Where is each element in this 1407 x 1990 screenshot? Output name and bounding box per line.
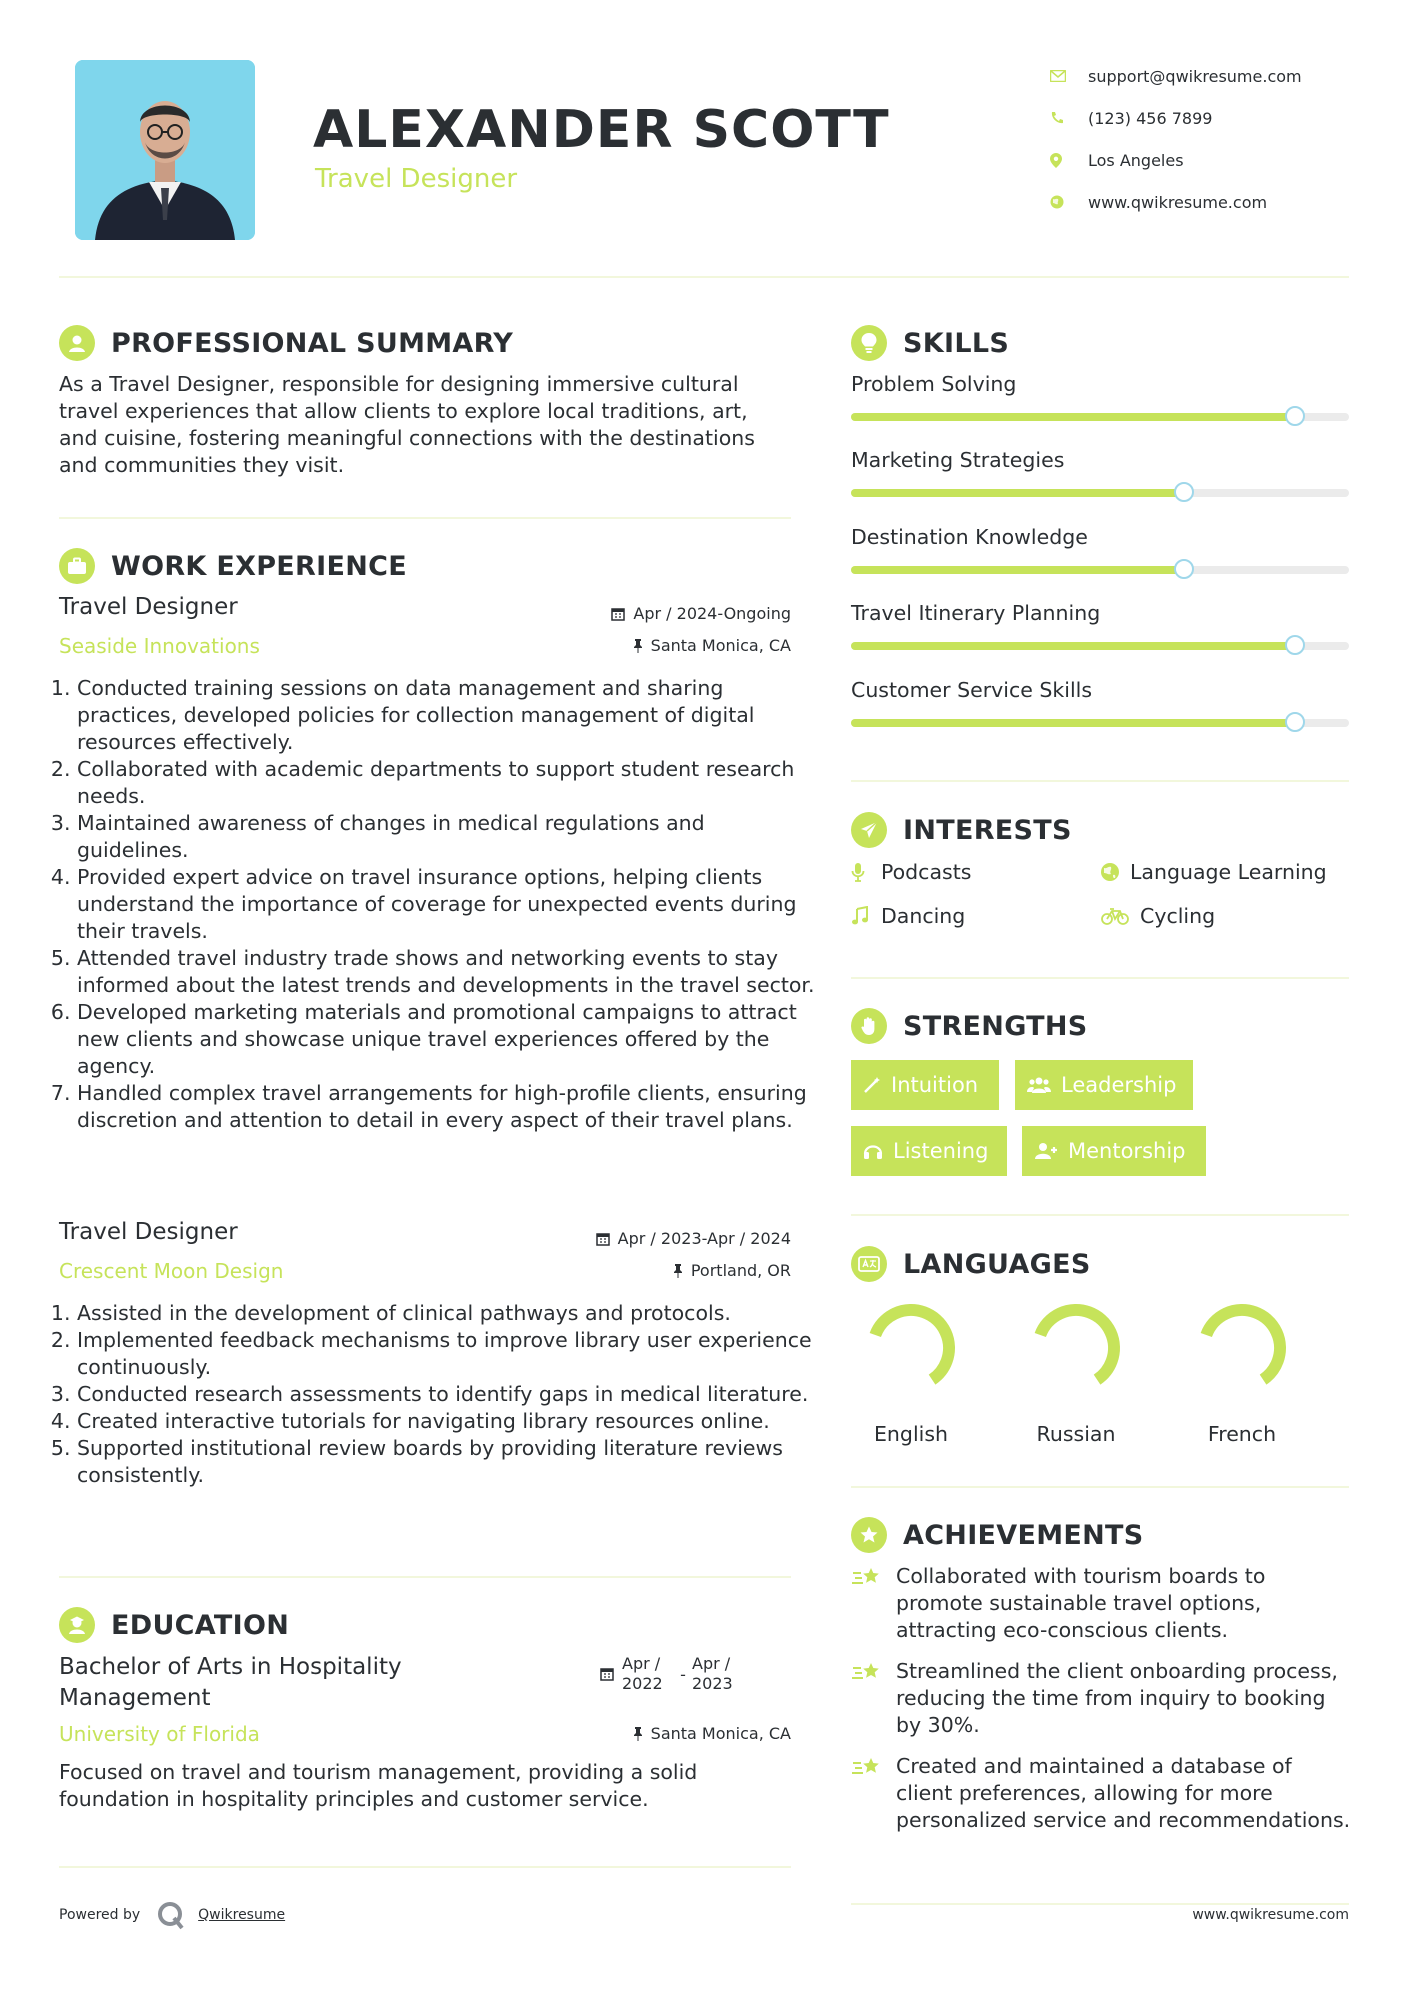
job-dates-text: Apr / 2024-Ongoing: [633, 604, 791, 623]
powered-by-label: Powered by: [59, 1907, 141, 1923]
language-item: [1182, 1300, 1302, 1446]
globe-icon: [1100, 862, 1130, 882]
job-title: Travel Designer: [59, 1219, 238, 1245]
language-name: English: [873, 1422, 949, 1446]
magic-wand-icon: [863, 1076, 881, 1094]
interest-label: Podcasts: [881, 860, 972, 884]
achievement-item: [851, 1563, 1351, 1644]
achievements-divider: [851, 1903, 1349, 1905]
list-item: 4. Provided expert advice on travel insurance options, helping clients understand the importance of coverage for unexpected events during their travels.: [77, 864, 819, 945]
strength-tag: [851, 1126, 1007, 1176]
skill-bar: [851, 489, 1349, 497]
contact-phone-text: (123) 456 7899: [1088, 108, 1213, 128]
phone-icon: [1050, 111, 1088, 125]
contact-email[interactable]: [1050, 55, 1302, 97]
interest-label: Language Learning: [1130, 860, 1327, 884]
education-location: [460, 1724, 791, 1743]
list-item: 5. Attended travel industry trade shows and networking events to stay informed about the latest trends and developments in the travel sector.: [77, 945, 819, 999]
skill-bar: [851, 413, 1349, 421]
languages-section-header: [851, 1246, 1091, 1282]
job-dates: [460, 1229, 791, 1248]
language-level-ring: [1028, 1300, 1124, 1396]
interest-item: [1100, 860, 1327, 884]
education-divider: [59, 1866, 791, 1868]
summary-section-header: [59, 325, 513, 361]
education-location-text: Santa Monica, CA: [650, 1724, 791, 1743]
job-location: [460, 636, 791, 655]
list-item: 2. Implemented feedback mechanisms to improve library user experience continuously.: [77, 1327, 819, 1381]
interest-item: [851, 860, 971, 884]
job-dates: [460, 604, 791, 623]
skill-bar-fill: [851, 413, 1294, 421]
candidate-title: Travel Designer: [315, 164, 518, 194]
list-item: 6. Developed marketing materials and promotional campaigns to attract new clients and showcase unique travel experiences offered by the agency.: [77, 999, 819, 1080]
skills-heading: SKILLS: [903, 327, 1010, 359]
strength-tag: [851, 1060, 999, 1110]
strengths-heading: STRENGTHS: [903, 1010, 1088, 1042]
degree-title: Bachelor of Arts in Hospitality Management: [59, 1654, 402, 1711]
users-icon: [1027, 1076, 1051, 1094]
skill-name: Problem Solving: [851, 372, 1017, 396]
language-icon: [851, 1246, 887, 1282]
skills-divider: [851, 780, 1349, 782]
skill-item: [851, 677, 1349, 727]
globe-icon: [1050, 195, 1088, 209]
skill-name: Marketing Strategies: [851, 448, 1065, 472]
lightbulb-icon: [851, 325, 887, 361]
graduation-icon: [59, 1607, 95, 1643]
education-section-header: [59, 1607, 289, 1643]
skill-bar: [851, 566, 1349, 574]
calendar-icon: [600, 1667, 614, 1681]
strengths-section-header: [851, 1008, 1088, 1044]
achievement-text: Collaborated with tourism boards to promote sustainable travel options, attracting eco-conscious clients.: [896, 1564, 1266, 1642]
skill-name: Travel Itinerary Planning: [851, 601, 1101, 625]
skill-bar-fill: [851, 642, 1294, 650]
shooting-star-icon: [851, 1658, 896, 1739]
languages-heading: LANGUAGES: [903, 1248, 1091, 1280]
contact-phone[interactable]: [1050, 97, 1302, 139]
achievement-item: [851, 1658, 1351, 1739]
strength-label: Mentorship: [1068, 1139, 1186, 1163]
education-dates: Apr / 2022 - Apr / 2023: [600, 1654, 744, 1694]
job-location: [460, 1261, 791, 1280]
pushpin-icon: [673, 1264, 683, 1278]
skill-bar-knob: [1285, 406, 1305, 426]
qwikresume-link[interactable]: Qwikresume: [198, 1907, 286, 1923]
summary-text: As a Travel Designer, responsible for designing immersive cultural travel experiences that allow clients to explore local traditions, art, and cuisine, fostering meaningful connections with the destinations and communities they visit.: [59, 372, 755, 477]
contact-list: [1050, 55, 1302, 223]
job-company: Seaside Innovations: [59, 634, 260, 658]
summary-heading: PROFESSIONAL SUMMARY: [111, 327, 514, 359]
skills-section-header: [851, 325, 1009, 361]
education-description: Focused on travel and tourism management, providing a solid foundation in hospitality principles and customer service.: [59, 1760, 698, 1811]
job-location-text: Portland, OR: [690, 1261, 791, 1280]
language-item: [851, 1300, 971, 1446]
skill-item: [851, 447, 1349, 497]
microphone-icon: [851, 862, 881, 882]
briefcase-icon: [59, 548, 95, 584]
job-location-text: Santa Monica, CA: [650, 636, 791, 655]
star-badge-icon: [851, 1517, 887, 1553]
headphones-icon: [863, 1142, 883, 1160]
list-item: 3. Conducted research assessments to identify gaps in medical literature.: [77, 1381, 819, 1408]
job-company: Crescent Moon Design: [59, 1259, 284, 1283]
strength-label: Listening: [893, 1139, 989, 1163]
skill-bar-knob: [1174, 482, 1194, 502]
candidate-name: ALEXANDER SCOTT: [313, 100, 890, 160]
skill-name: Destination Knowledge: [851, 525, 1088, 549]
language-level-ring: [863, 1300, 959, 1396]
interest-label: Cycling: [1140, 904, 1216, 928]
experience-divider: [59, 1576, 791, 1578]
achievement-text: Created and maintained a database of client preferences, allowing for more personalized service and recommendations.: [896, 1754, 1351, 1832]
education-start: Apr / 2022: [622, 1654, 663, 1693]
job-dates-text: Apr / 2023-Apr / 2024: [617, 1229, 791, 1248]
achievements-heading: ACHIEVEMENTS: [903, 1519, 1144, 1551]
strength-tag: [1015, 1060, 1193, 1110]
calendar-icon: [611, 607, 625, 621]
interests-divider: [851, 977, 1349, 979]
interest-item: [1100, 904, 1215, 928]
skill-bar-fill: [851, 489, 1183, 497]
hand-icon: [851, 1008, 887, 1044]
interest-label: Dancing: [881, 904, 966, 928]
summary-divider: [59, 517, 791, 519]
skill-bar: [851, 719, 1349, 727]
skill-name: Customer Service Skills: [851, 678, 1093, 702]
skill-bar-knob: [1285, 712, 1305, 732]
skill-item: [851, 600, 1349, 650]
contact-email-text: support@qwikresume.com: [1088, 66, 1302, 86]
experience-section-header: [59, 548, 407, 584]
qwikresume-logo-icon: [156, 1900, 186, 1930]
list-item: 1. Conducted training sessions on data management and sharing practices, developed policies for collection management of digital resources effectively.: [77, 675, 819, 756]
language-item: [1016, 1300, 1136, 1446]
languages-divider: [851, 1486, 1349, 1488]
job-bullets: [59, 675, 819, 1134]
paper-plane-icon: [851, 812, 887, 848]
language-level-ring: [1194, 1300, 1290, 1396]
ring-arc: [1028, 1300, 1124, 1396]
skill-bar-fill: [851, 719, 1294, 727]
footer-website-text: www.qwikresume.com: [1192, 1907, 1349, 1923]
language-name: French: [1207, 1422, 1277, 1446]
education-end: Apr / 2023: [692, 1654, 733, 1693]
language-name: Russian: [1036, 1422, 1116, 1446]
contact-website-text: www.qwikresume.com: [1088, 192, 1268, 212]
interest-item: [851, 904, 965, 928]
strength-label: Leadership: [1061, 1073, 1177, 1097]
user-icon: [59, 325, 95, 361]
ring-arc: [1194, 1300, 1290, 1396]
skill-bar-knob: [1285, 635, 1305, 655]
ring-arc: [863, 1300, 959, 1396]
strength-label: Intuition: [891, 1073, 979, 1097]
strengths-divider: [851, 1214, 1349, 1216]
shooting-star-icon: [851, 1563, 896, 1644]
contact-location-text: Los Angeles: [1088, 150, 1184, 170]
list-item: 4. Created interactive tutorials for navigating library resources online.: [77, 1408, 819, 1435]
skill-bar: [851, 642, 1349, 650]
user-plus-icon: [1034, 1142, 1058, 1160]
achievement-item: [851, 1753, 1351, 1834]
bicycle-icon: [1100, 907, 1140, 925]
experience-heading: WORK EXPERIENCE: [111, 550, 407, 582]
contact-location: [1050, 139, 1302, 181]
skill-item: [851, 524, 1349, 574]
header-divider: [59, 276, 1349, 278]
strength-tag: [1022, 1126, 1206, 1176]
pushpin-icon: [633, 639, 643, 653]
job-bullets: [59, 1300, 819, 1489]
contact-website[interactable]: [1050, 181, 1302, 223]
interests-heading: INTERESTS: [903, 814, 1072, 846]
achievements-section-header: [851, 1517, 1144, 1553]
list-item: 3. Maintained awareness of changes in medical regulations and guidelines.: [77, 810, 819, 864]
school-name: University of Florida: [59, 1722, 260, 1746]
music-note-icon: [851, 906, 881, 926]
achievement-text: Streamlined the client onboarding process, reducing the time from inquiry to booking by 30%.: [896, 1659, 1338, 1737]
list-item: 2. Collaborated with academic departments to support student research needs.: [77, 756, 819, 810]
footer-website[interactable]: [1192, 1907, 1349, 1923]
skill-item: [851, 371, 1349, 421]
pushpin-icon: [633, 1727, 643, 1741]
footer-powered-by: [59, 1900, 285, 1930]
job-title: Travel Designer: [59, 594, 238, 620]
skill-bar-fill: [851, 566, 1183, 574]
shooting-star-icon: [851, 1753, 896, 1834]
education-heading: EDUCATION: [111, 1609, 290, 1641]
list-item: 7. Handled complex travel arrangements for high-profile clients, ensuring discretion and attention to detail in every aspect of their travel plans.: [77, 1080, 819, 1134]
list-item: 5. Supported institutional review boards by providing literature reviews consistently.: [77, 1435, 819, 1489]
envelope-icon: [1050, 70, 1088, 82]
skill-bar-knob: [1174, 559, 1194, 579]
interests-section-header: [851, 812, 1072, 848]
list-item: 1. Assisted in the development of clinical pathways and protocols.: [77, 1300, 819, 1327]
profile-photo: [75, 60, 255, 240]
calendar-icon: [596, 1232, 610, 1246]
map-pin-icon: [1050, 153, 1088, 168]
